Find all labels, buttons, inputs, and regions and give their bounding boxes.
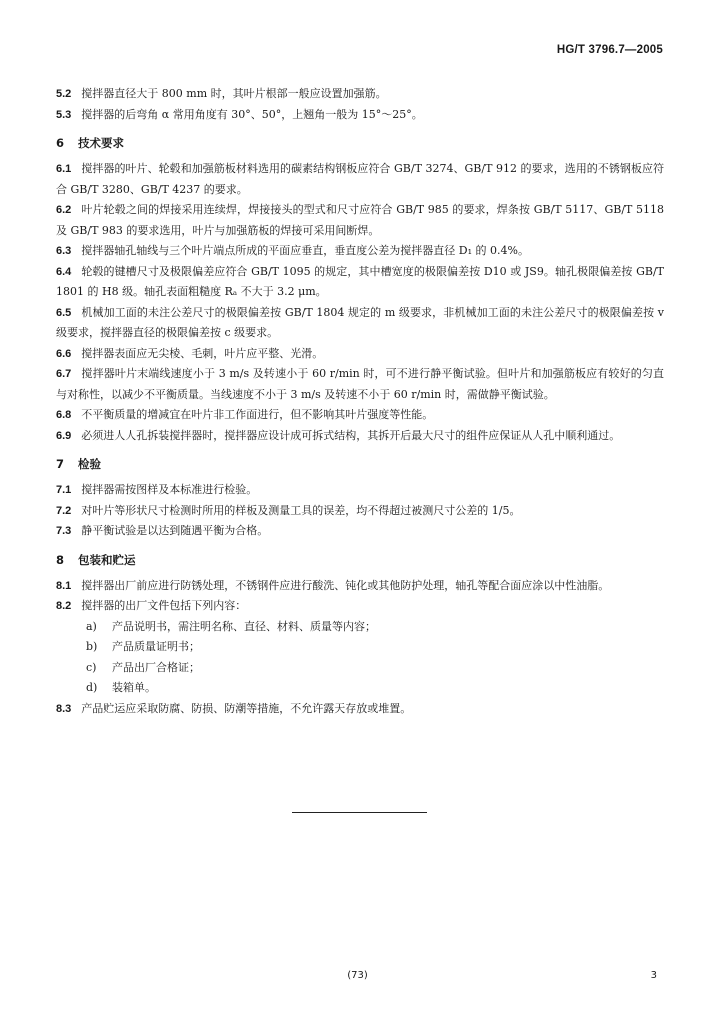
clause-number: 5.3 xyxy=(56,108,72,121)
clause-paragraph xyxy=(56,159,664,200)
clause-text: 搅拌器出厂前应进行防锈处理，不锈钢件应进行酸洗、钝化或其他防护处理，轴孔等配合面应涂以中性油脂。 xyxy=(81,578,610,592)
section-number: 7 xyxy=(56,457,65,471)
clause-number: 8.2 xyxy=(56,600,72,612)
clause-paragraph xyxy=(56,501,664,522)
clause-paragraph xyxy=(56,241,664,262)
clause-text: 搅拌器叶片末端线速度小于 3 m/s 及转速小于 60 r/min 时，可不进行静平衡试验。但叶片和加强筋板应有较好的匀直与对称性，以减少不平衡质量。当线速度不小于 3 m/s 及转速不小于 60 r/min 时，需做静平衡试验。 xyxy=(56,367,664,401)
section-heading xyxy=(56,550,664,570)
clause-text: 搅拌器表面应无尖棱、毛刺，叶片应平整、光滑。 xyxy=(81,346,324,360)
clause-number: 6.5 xyxy=(56,306,72,319)
clause-number: 6.2 xyxy=(56,204,72,216)
clause-number: 7.2 xyxy=(56,504,72,517)
clause-text: 搅拌器的出厂文件包括下列内容： xyxy=(81,599,247,612)
section-title: 技术要求 xyxy=(78,136,125,150)
clause-text: 必须进人人孔拆装搅拌器时，搅拌器应设计成可拆式结构，其拆开后最大尺寸的组件应保证从人孔中顺利通过。 xyxy=(81,428,621,442)
clause-text: 轮毂的键槽尺寸及极限偏差应符合 GB/T 1095 的规定，其中槽宽度的极限偏差按 D10 或 JS9。轴孔极限偏差按 GB/T 1801 的 H8 级。轴孔表面粗糙度 Rₐ 不大于 3.2 μm。 xyxy=(56,264,664,298)
clause-number: 8.1 xyxy=(56,579,72,592)
list-marker: a) xyxy=(86,619,97,633)
clause-number: 6.9 xyxy=(56,429,72,442)
clause-number: 6.8 xyxy=(56,409,72,421)
end-rule xyxy=(292,812,427,813)
clause-text: 机械加工面的未注公差尺寸的极限偏差按 GB/T 1804 规定的 m 级要求，非机械加工面的未注公差尺寸的极限偏差按 v 级要求，搅拌器直径的极限偏差按 c 级要求。 xyxy=(56,305,664,339)
clause-number: 5.2 xyxy=(56,88,72,100)
clause-text: 产品出厂合格证； xyxy=(112,660,200,674)
clause-text: 对叶片等形状尺寸检测时所用的样板及测量工具的误差，均不得超过被测尺寸公差的 1/5。 xyxy=(81,503,521,517)
clause-paragraph xyxy=(56,405,664,426)
clause-text: 产品贮运应采取防腐、防损、防潮等措施，不允许露天存放或堆置。 xyxy=(81,701,412,715)
clause-number: 6.4 xyxy=(56,265,72,278)
clause-paragraph xyxy=(56,200,664,241)
clause-paragraph xyxy=(56,521,664,542)
clause-text: 搅拌器直径大于 800 mm 时，其叶片根部一般应设置加强筋。 xyxy=(81,87,387,100)
section-heading xyxy=(56,133,664,153)
section-heading xyxy=(56,454,664,474)
list-marker: c) xyxy=(86,660,97,674)
clause-text: 叶片轮毂之间的焊接采用连续焊，焊接接头的型式和尺寸应符合 GB/T 985 的要求，焊条按 GB/T 5117、GB/T 5118 及 GB/T 983 的要求选用，叶片与加强筋板的焊接可采用间断焊。 xyxy=(56,203,664,237)
clause-number: 6.1 xyxy=(56,163,72,175)
list-item xyxy=(56,658,664,679)
clause-paragraph xyxy=(56,699,664,720)
clause-paragraph xyxy=(56,596,664,617)
list-item xyxy=(56,617,664,638)
section-number: 6 xyxy=(56,136,65,150)
list-marker: b) xyxy=(86,640,98,653)
section-title: 包装和贮运 xyxy=(78,552,136,567)
clause-paragraph xyxy=(56,303,664,344)
clause-paragraph xyxy=(56,344,664,365)
clause-text: 搅拌器需按图样及本标准进行检验。 xyxy=(81,483,258,496)
list-item xyxy=(56,678,664,699)
document-body xyxy=(56,84,664,719)
clause-number: 6.6 xyxy=(56,347,72,360)
footer-folio: (73) xyxy=(347,970,368,981)
clause-number: 8.3 xyxy=(56,702,72,715)
clause-number: 7.1 xyxy=(56,484,72,496)
clause-paragraph xyxy=(56,262,664,303)
clause-text: 装箱单。 xyxy=(112,681,156,694)
clause-text: 产品质量证明书； xyxy=(112,640,200,653)
standard-code: HG/T 3796.7—2005 xyxy=(556,44,663,56)
clause-paragraph xyxy=(56,364,664,405)
list-marker: d) xyxy=(86,681,98,694)
clause-text: 搅拌器的后弯角 α 常用角度有 30°、50°，上翘角一般为 15°～25°。 xyxy=(81,107,423,121)
clause-text: 搅拌器轴孔轴线与三个叶片端点所成的平面应垂直，垂直度公差为搅拌器直径 D₁ 的 0.4%。 xyxy=(81,244,529,257)
clause-text: 搅拌器的叶片、轮毂和加强筋板材料选用的碳素结构钢板应符合 GB/T 3274、GB/T 912 的要求，选用的不锈钢板应符合 GB/T 3280、GB/T 4237 的要求。 xyxy=(56,162,664,196)
clause-paragraph xyxy=(56,105,664,126)
clause-text: 静平衡试验是以达到随遇平衡为合格。 xyxy=(81,524,269,537)
section-title: 检验 xyxy=(78,457,102,471)
clause-paragraph xyxy=(56,84,664,105)
section-number: 8 xyxy=(56,552,65,567)
clause-text: 产品说明书，需注明名称、直径、材料、质量等内容； xyxy=(112,619,376,633)
clause-number: 6.7 xyxy=(56,368,72,380)
clause-number: 6.3 xyxy=(56,245,72,257)
clause-paragraph xyxy=(56,426,664,447)
clause-text: 不平衡质量的增减宜在叶片非工作面进行，但不影响其叶片强度等性能。 xyxy=(81,408,434,421)
clause-number: 7.3 xyxy=(56,525,72,537)
page-number: 3 xyxy=(650,970,657,981)
clause-paragraph xyxy=(56,480,664,501)
list-item xyxy=(56,637,664,658)
clause-paragraph xyxy=(56,576,664,597)
